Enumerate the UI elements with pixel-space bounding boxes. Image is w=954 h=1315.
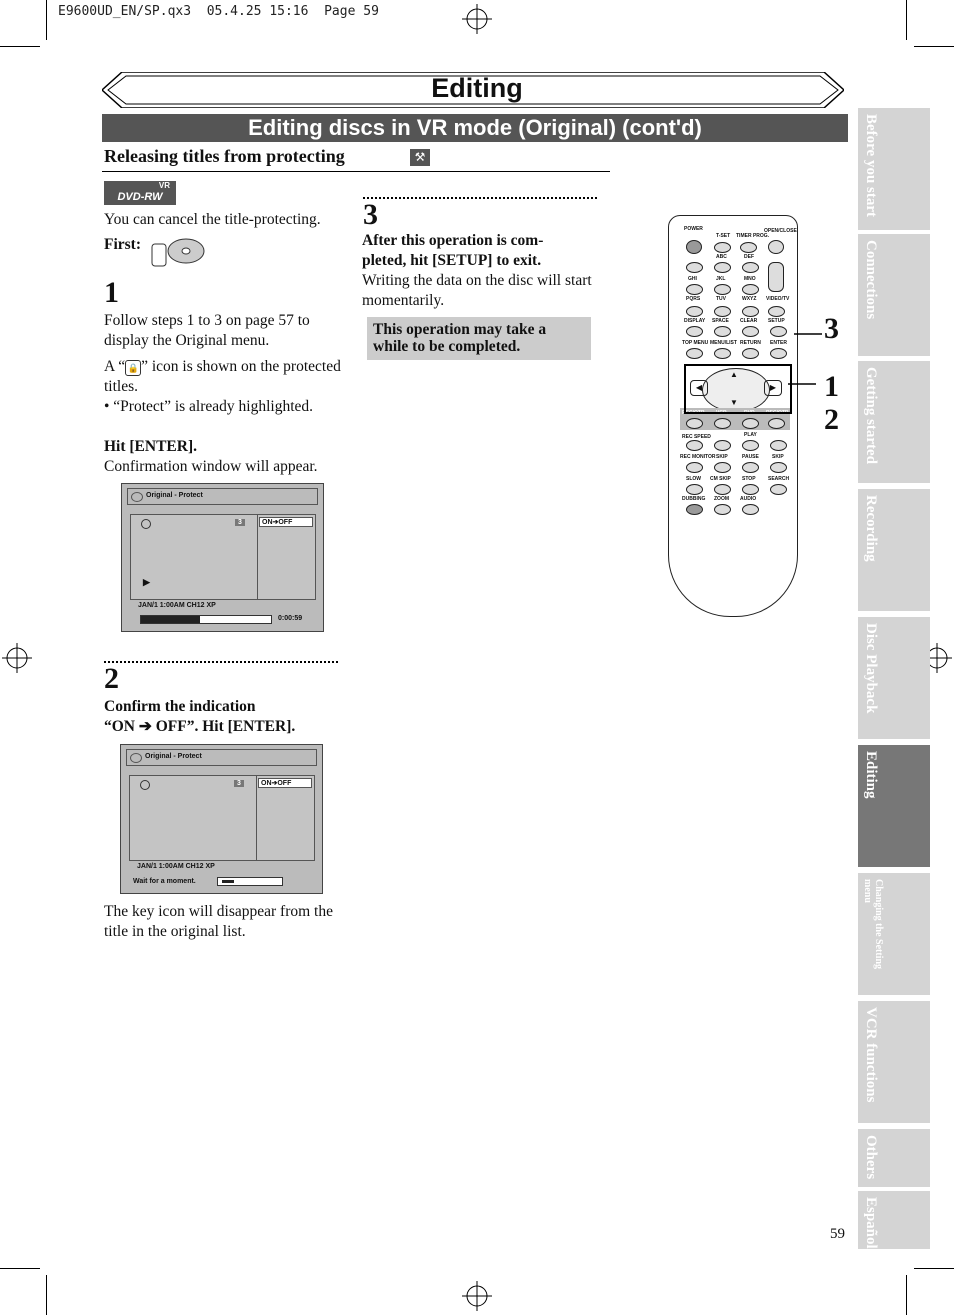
osd-title: Original - Protect: [146, 492, 203, 499]
crop-mark: [0, 1268, 40, 1269]
remote-button: [686, 504, 703, 515]
remote-label: VCR: [716, 410, 727, 416]
remote-button: [714, 504, 731, 515]
registration-mark-icon: [462, 1281, 492, 1311]
remote-button: [686, 306, 703, 317]
osd-time: 0:00:59: [278, 615, 303, 622]
remote-label: REC/OTR: [682, 410, 705, 416]
arrow-left-icon: ◀: [690, 380, 708, 396]
remote-label: DISPLAY: [684, 318, 706, 324]
osd-screen-1: [121, 483, 324, 632]
remote-button: [740, 242, 757, 253]
remote-label: MNO: [744, 276, 756, 282]
remote-button: [742, 348, 759, 359]
remote-label: SETUP: [768, 318, 785, 324]
remote-label: WXYZ: [742, 296, 757, 302]
remote-label: DVD: [744, 410, 755, 416]
intro-text: You can cancel the title-protecting.: [104, 211, 321, 228]
remote-label: REC SPEED: [682, 434, 711, 440]
first-label: First:: [104, 236, 142, 253]
remote-label: SKIP: [716, 454, 728, 460]
remote-button: [742, 484, 759, 495]
tab-label: Connections: [863, 240, 879, 320]
remote-button: [686, 484, 703, 495]
wait-message: Wait for a moment.: [133, 878, 196, 885]
print-header: E9600UD_EN/SP.qx3 05.4.25 15:16 Page 59: [58, 4, 379, 19]
osd-info: JAN/1 1:00AM CH12 XP: [138, 602, 216, 609]
power-button: [686, 240, 702, 254]
crop-mark: [906, 1275, 907, 1315]
disc-icon: [150, 236, 206, 268]
tab-vcr-functions[interactable]: [858, 1001, 930, 1123]
dvd-rw-vr-badge: [104, 181, 176, 205]
remote-label: T-SET: [716, 233, 731, 239]
remote-button: [714, 284, 731, 295]
remote-label: SKIP: [772, 454, 784, 460]
remote-button: [714, 262, 731, 273]
remote-button: [686, 284, 703, 295]
tab-changing-setting-menu[interactable]: [858, 873, 930, 995]
section-title: Editing discs in VR mode (Original) (cont'd): [102, 114, 848, 142]
remote-label: MENU/LIST: [710, 340, 737, 346]
remote-label: AUDIO: [740, 496, 757, 502]
progress-fill: [222, 880, 234, 883]
key-icon: [140, 780, 150, 790]
tab-others[interactable]: [858, 1129, 930, 1187]
title-count: 3: [234, 780, 244, 787]
play-icon: ▶: [143, 577, 150, 587]
osd-titlebar: [126, 749, 317, 766]
tab-label: Before you start: [863, 114, 879, 218]
remote-button: [686, 262, 703, 273]
eject-button: [768, 240, 784, 254]
registration-mark-icon: [462, 4, 492, 34]
remote-button: [768, 306, 785, 317]
step-2-after: The key icon will disappear from the title in the original list.: [104, 903, 333, 940]
page-number: 59: [830, 1226, 845, 1242]
step-2-line2: “ON ➔ OFF”. Hit [ENTER].: [104, 718, 296, 735]
step-3-text: Writing the data on the disc will start momentarily.: [362, 272, 592, 309]
osd-side-panel: [257, 515, 315, 599]
remote-button: [714, 306, 731, 317]
crop-mark: [46, 0, 47, 40]
step-1-text: Follow steps 1 to 3 on page 57 to display the Original menu.: [104, 312, 310, 349]
tab-recording[interactable]: [858, 489, 930, 611]
step-1-number: 1: [104, 276, 119, 309]
page-title: Editing: [431, 73, 523, 103]
tab-connections[interactable]: [858, 234, 930, 356]
wrench-icon: ⚒: [410, 149, 430, 166]
crop-mark: [914, 1268, 954, 1269]
badge-top: VR: [158, 181, 170, 190]
tab-disc-playback[interactable]: [858, 617, 930, 739]
remote-button: [686, 462, 703, 473]
osd-title: Original - Protect: [145, 753, 202, 760]
remote-label: TOP MENU: [682, 340, 709, 346]
step-2-line1: Confirm the indication: [104, 698, 256, 715]
arrow-up-icon: ▲: [730, 370, 738, 379]
remote-button: [714, 418, 731, 429]
icon-note: [104, 357, 344, 397]
remote-button: [686, 348, 703, 359]
divider-dotted: [104, 661, 338, 663]
remote-label: OPEN/CLOSE: [764, 228, 797, 234]
remote-label: STOP: [742, 476, 756, 482]
tab-editing[interactable]: [858, 745, 930, 867]
remote-label: SEARCH: [768, 476, 790, 482]
osd-titlebar: [127, 488, 318, 505]
tab-label: Recording: [863, 495, 879, 562]
remote-button: [686, 440, 703, 451]
callout-1: 1: [824, 370, 839, 403]
remote-label: CM SKIP: [710, 476, 731, 482]
remote-label: ABC: [716, 254, 727, 260]
tab-before-you-start[interactable]: [858, 108, 930, 230]
remote-label: ZOOM: [714, 496, 729, 502]
remote-button: [686, 326, 703, 337]
callout-box: [684, 364, 792, 414]
remote-button: [742, 262, 759, 273]
step-3-bold-2: pleted, hit [SETUP] to exit.: [362, 252, 542, 269]
badge-bottom: DVD-RW: [117, 191, 163, 203]
remote-button: [742, 326, 759, 337]
arrow-down-icon: ▼: [730, 398, 738, 407]
remote-label: JKL: [716, 276, 726, 282]
remote-button: [742, 418, 759, 429]
remote-label: RETURN: [740, 340, 761, 346]
registration-mark-icon: [2, 643, 32, 673]
remote-button: [714, 462, 731, 473]
tab-espanol[interactable]: [858, 1191, 930, 1249]
tab-label: VCR functions: [863, 1007, 879, 1103]
remote-label: DEF: [744, 254, 754, 260]
crop-mark: [46, 1275, 47, 1315]
step-2-number: 2: [104, 662, 119, 695]
confirm-text: Confirmation window will appear.: [104, 458, 318, 475]
crop-mark: [0, 46, 40, 47]
title-count: 3: [235, 519, 245, 526]
step-3-bold-1: After this operation is com-: [362, 232, 544, 249]
step-3-number: 3: [363, 198, 378, 231]
osd-info: JAN/1 1:00AM CH12 XP: [137, 863, 215, 870]
tab-label: Changing the Setting menu: [862, 879, 884, 970]
remote-label: SLOW: [686, 476, 701, 482]
crop-mark: [906, 0, 907, 40]
remote-button: [714, 484, 731, 495]
disc-icon: [131, 492, 143, 502]
key-icon: [141, 519, 151, 529]
osd-side-panel: [256, 776, 314, 860]
disc-icon: [130, 753, 142, 763]
divider-dotted: [363, 197, 597, 199]
subheading: Releasing titles from protecting: [104, 146, 345, 166]
remote-button: [770, 440, 787, 451]
tab-label: Editing: [863, 751, 879, 799]
remote-label: POWER: [684, 226, 703, 232]
remote-button: [714, 440, 731, 451]
remote-label: ENTER: [770, 340, 787, 346]
remote-label: SPACE: [712, 318, 729, 324]
remote-button: [742, 306, 759, 317]
remote-button: [768, 418, 785, 429]
note-box: This operation may take a while to be completed.: [367, 317, 591, 360]
icon-note-pre: A “: [104, 358, 126, 375]
remote-button: [714, 242, 731, 253]
remote-label: TUV: [716, 296, 726, 302]
arrow-right-icon: ▶: [764, 380, 782, 396]
remote-label: REC MONITOR: [680, 454, 716, 460]
crop-mark: [914, 46, 954, 47]
hit-enter-1: Hit [ENTER].: [104, 438, 197, 455]
remote-label: GHI: [688, 276, 697, 282]
osd-content: [129, 775, 315, 861]
remote-button: [714, 326, 731, 337]
key-icon: 🔒: [125, 360, 141, 376]
remote-button: [714, 348, 731, 359]
on-off-option: ON➔OFF: [258, 778, 312, 788]
remote-label: PLAY: [744, 432, 757, 438]
remote-button: [686, 418, 703, 429]
on-off-option: ON➔OFF: [259, 517, 313, 527]
remote-button: [742, 504, 759, 515]
remote-label: CLEAR: [740, 318, 758, 324]
tab-label: Others: [863, 1135, 879, 1180]
remote-button: [770, 462, 787, 473]
remote-label: TIMER PROG.: [736, 233, 770, 239]
osd-content: [130, 514, 316, 600]
remote-label: PQRS: [686, 296, 701, 302]
wait-progress-bar: [217, 877, 283, 886]
remote-label: REC/OTR: [766, 410, 789, 416]
tab-getting-started[interactable]: [858, 361, 930, 483]
remote-button: [742, 284, 759, 295]
remote-label: PAUSE: [742, 454, 759, 460]
remote-label: DUBBING: [682, 496, 706, 502]
progress-fill: [141, 616, 200, 623]
remote-button: [742, 440, 759, 451]
ch-button: [768, 262, 784, 292]
remote-button: [770, 484, 787, 495]
osd-screen-2: [120, 744, 323, 894]
divider: [102, 171, 610, 172]
osd-progress-bar: [140, 615, 272, 624]
tab-label: Español: [863, 1197, 879, 1249]
remote-button: [742, 462, 759, 473]
protect-note: • “Protect” is already highlighted.: [104, 398, 314, 415]
remote-label: VIDEO/TV: [766, 296, 790, 302]
callout-2: 2: [824, 403, 839, 436]
callout-3: 3: [824, 312, 839, 345]
tab-label: Getting started: [863, 367, 879, 465]
tab-label: Disc Playback: [863, 623, 879, 714]
icon-note-post: ” icon is shown on the protected titles.: [104, 358, 341, 395]
